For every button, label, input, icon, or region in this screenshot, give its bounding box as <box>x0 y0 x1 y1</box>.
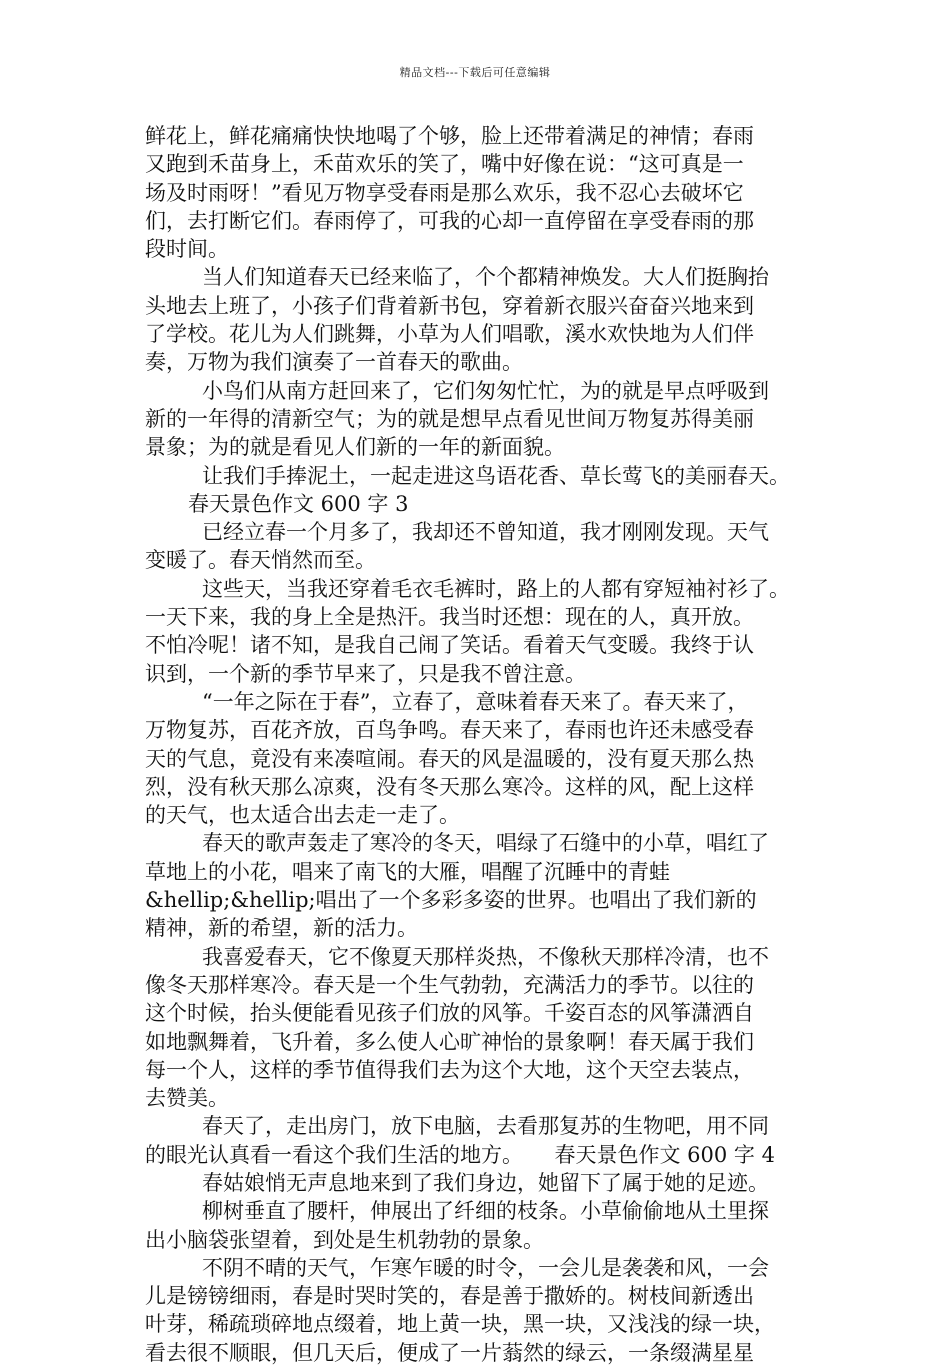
text-line: 不怕冷呢！诸不知，是我自己闹了笑话。看着天气变暖。我终于认 <box>145 633 754 658</box>
text-line: 场及时雨呀！”看见万物享受春雨是那么欢乐，我不忍心去破坏它 <box>145 180 744 205</box>
text-line: 奏，万物为我们演奏了一首春天的歌曲。 <box>145 350 523 375</box>
section-heading: 春天景色作文 600 字 3 <box>188 491 409 516</box>
paragraph-start-line: 当人们知道春天已经来临了，个个都精神焕发。大人们挺胸抬 <box>202 265 769 290</box>
text-line: 这个时候，抬头便能看见孩子们放的风筝。千姿百态的风筝潇洒自 <box>145 1001 754 1026</box>
text-line: 的天气，也太适合出去走一走了。 <box>145 803 460 828</box>
paragraph-start-line: 柳树垂直了腰杆，伸展出了纤细的枝条。小草偷偷地从土里探 <box>202 1199 769 1224</box>
text-line: 头地去上班了，小孩子们背着新书包，穿着新衣服兴奋奋兴地来到 <box>145 293 754 318</box>
text-line: 又跑到禾苗身上，禾苗欢乐的笑了，嘴中好像在说：“这可真是一 <box>145 152 744 177</box>
text-line: 新的一年得的清新空气；为的就是想早点看见世间万物复苏得美丽 <box>145 406 754 431</box>
text-line: 天的气息，竟没有来凑喧闹。春天的风是温暖的，没有夏天那么热 <box>145 746 754 771</box>
text-line: &hellip;&hellip;唱出了一个多彩多姿的世界。也唱出了我们新的 <box>145 888 757 913</box>
paragraph-start-line: 我喜爱春天，它不像夏天那样炎热，不像秋天那样冷清，也不 <box>202 944 769 969</box>
text-line: 们，去打断它们。春雨停了，可我的心却一直停留在享受春雨的那 <box>145 208 754 233</box>
text-line: 识到，一个新的季节早来了，只是我不曾注意。 <box>145 661 586 686</box>
paragraph-start-line: 已经立春一个月多了，我却还不曾知道，我才刚刚发现。天气 <box>202 520 769 545</box>
text-line: 段时间。 <box>145 237 229 262</box>
document-body <box>145 122 825 1367</box>
paragraph-start-line: 春天了，走出房门，放下电脑，去看那复苏的生物吧，用不同 <box>202 1114 769 1139</box>
text-line: 出小脑袋张望着，到处是生机勃勃的景象。 <box>145 1227 544 1252</box>
text-line: 看去很不顺眼，但几天后，便成了一片蓊然的绿云，一条缀满星星 <box>145 1340 754 1365</box>
text-line: 景象；为的就是看见人们新的一年的新面貌。 <box>145 435 565 460</box>
paragraph-start-line: 不阴不晴的天气，乍寒乍暖的时令，一会儿是袭袭和风，一会 <box>202 1255 769 1280</box>
text-line: 儿是镑镑细雨，春是时哭时笑的，春是善于撒娇的。树枝间新透出 <box>145 1284 754 1309</box>
text-line: 叶芽，稀疏琐碎地点缀着，地上黄一块，黑一块，又浅浅的绿一块， <box>145 1312 775 1337</box>
text-line: 精神，新的希望，新的活力。 <box>145 916 418 941</box>
text-line: 一天下来，我的身上全是热汗。我当时还想：现在的人，真开放。 <box>145 605 754 630</box>
paragraph-start-line: “一年之际在于春”，立春了，意味着春天来了。春天来了， <box>202 689 749 714</box>
paragraph-start-line: 让我们手捧泥土，一起走进这鸟语花香、草长莺飞的美丽春天。 <box>202 463 790 488</box>
text-line: 的眼光认真看一看这个我们生活的地方。 春天景色作文 600 字 4 <box>145 1142 775 1167</box>
text-line: 变暖了。春天悄然而至。 <box>145 548 376 573</box>
text-line: 草地上的小花，唱来了南飞的大雁，唱醒了沉睡中的青蛙 <box>145 859 670 884</box>
text-line: 如地飘舞着，飞升着，多么使人心旷神怡的景象啊！春天属于我们 <box>145 1029 754 1054</box>
text-line: 万物复苏，百花齐放，百鸟争鸣。春天来了，春雨也许还未感受春 <box>145 718 754 743</box>
page-header: 精品文档---下载后可任意编辑 <box>399 66 551 79</box>
text-line: 了学校。花儿为人们跳舞，小草为人们唱歌，溪水欢快地为人们伴 <box>145 322 754 347</box>
text-line: 烈，没有秋天那么凉爽，没有冬天那么寒冷。这样的风，配上这样 <box>145 774 754 799</box>
paragraph-start-line: 这些天，当我还穿着毛衣毛裤时，路上的人都有穿短袖衬衫了。 <box>202 576 790 601</box>
text-line: 每一个人，这样的季节值得我们去为这个大地，这个天空去装点， <box>145 1057 754 1082</box>
text-line: 像冬天那样寒冷。春天是一个生气勃勃，充满活力的季节。以往的 <box>145 972 754 997</box>
paragraph-start-line: 小鸟们从南方赶回来了，它们匆匆忙忙，为的就是早点呼吸到 <box>202 378 769 403</box>
paragraph-start-line: 春姑娘悄无声息地来到了我们身边，她留下了属于她的足迹。 <box>202 1170 769 1195</box>
paragraph-start-line: 春天的歌声轰走了寒冷的冬天，唱绿了石缝中的小草，唱红了 <box>202 831 769 856</box>
text-line: 去赞美。 <box>145 1086 229 1111</box>
text-line: 鲜花上，鲜花痛痛快快地喝了个够，脸上还带着满足的神情；春雨 <box>145 124 754 148</box>
